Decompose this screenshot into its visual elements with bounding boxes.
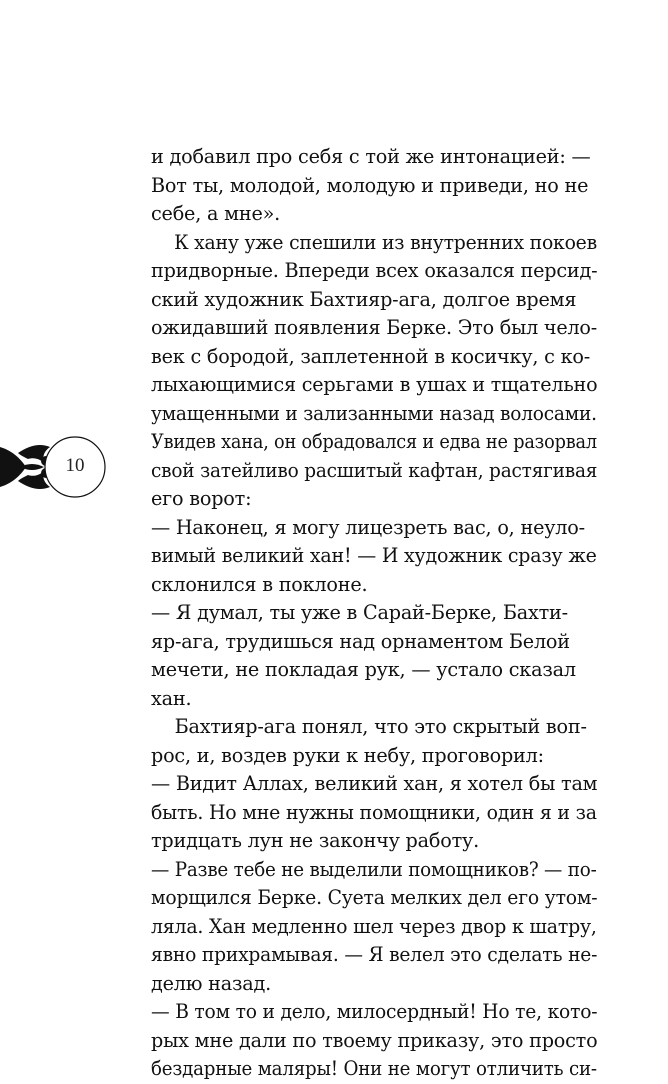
text-line: яр-ага, трудишься над орнаментом Белой [151, 629, 570, 653]
text-line: ский художник Бахтияр-ага, долгое время [151, 287, 577, 311]
text-line: склонился в поклоне. [151, 572, 368, 596]
text-line: мечети, не покладая рук, — устало сказал [151, 658, 576, 681]
text-line: тридцать лун не закончу работу. [151, 829, 479, 852]
text-line: Бахтияр-ага понял, что это скрытый воп- [151, 715, 587, 738]
text-line: — Видит Аллах, великий хан, я хотел бы там [151, 772, 598, 795]
text-line: придворные. Впереди всех оказался персид- [151, 259, 598, 282]
text-line: рос, и, воздев руки к небу, проговорил: [151, 743, 544, 767]
text-line: вимый великий хан! — И художник сразу же [151, 544, 597, 567]
text-line: рых мне дали по твоему приказу, это просто [151, 1028, 598, 1052]
text-line: — Наконец, я могу лицезреть вас, о, неуло- [151, 515, 585, 539]
text-line: бездарные маляры! Они не могут отличить си- [151, 1057, 597, 1080]
text-line: явно прихрамывая. — Я велел это сделать не- [151, 943, 598, 966]
text-line: — Я думал, ты уже в Сарай-Берке, Бахти- [151, 601, 568, 624]
text-line: — Разве тебе не выделили помощников? — по- [151, 857, 597, 881]
text-line: хан. [151, 686, 192, 710]
text-line: ожидавший появления Берке. Это был чело- [151, 316, 597, 339]
text-line: век с бородой, заплетенной в косичку, с ко- [151, 344, 591, 368]
text-line: — В том то и дело, милосердный! Но те, кото- [151, 1000, 598, 1023]
text-line: быть. Но мне нужны помощники, один я и за [151, 800, 597, 824]
text-line: свой затейливо расшитый кафтан, растягивая [151, 458, 598, 482]
text-line: морщился Берке. Суета мелких дел его утом- [151, 886, 598, 909]
text-line: умащенными и зализанными назад волосами. [151, 401, 597, 425]
text-line: ляла. Хан медленно шел через двор к шатру, [151, 914, 597, 938]
text-line: Увидев хана, он обрадовался и едва не разорвал [151, 430, 597, 453]
page-text [151, 143, 597, 1084]
page-number: 10 [65, 455, 85, 476]
text-line: лыхающимися серьгами в ушах и тщательно [151, 373, 598, 396]
text-line: Вот ты, молодой, молодую и приведи, но не [151, 173, 589, 197]
text-line: К хану уже спешили из внутренних покоев [151, 230, 597, 254]
text-line: и добавил про себя с той же интонацией: — [151, 145, 591, 168]
text-line: себе, а мне». [151, 202, 281, 225]
text-line: делю назад. [151, 971, 272, 995]
text-line: его ворот: [151, 487, 252, 510]
